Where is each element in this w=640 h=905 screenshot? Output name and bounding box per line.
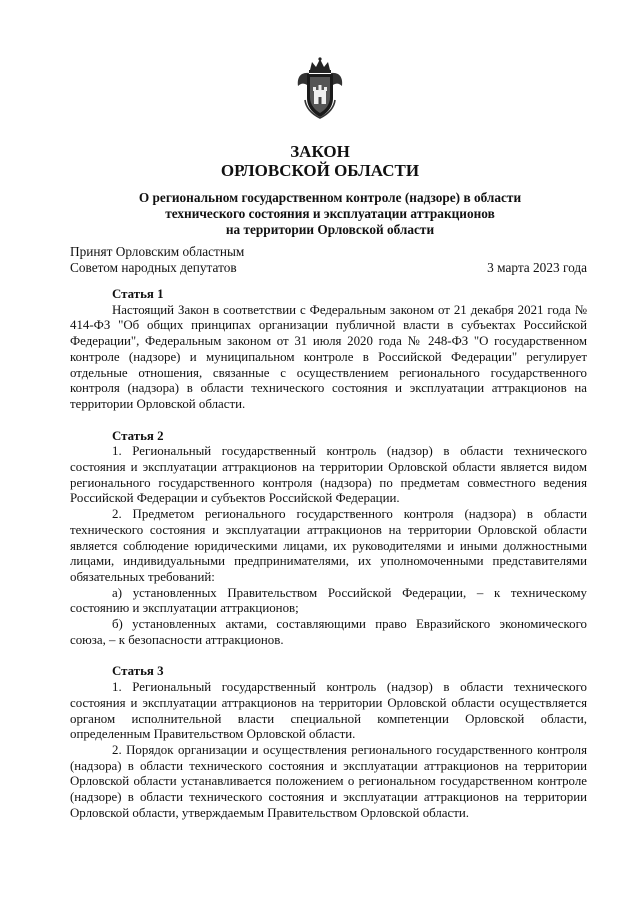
adoption-info	[70, 244, 244, 276]
article-2-paragraph-1: 1. Региональный государственный контроль (надзор) в области технического состояния и эксплуатации аттракционов на территории Орловской области является видом регионального государственного контроля (надзора) по предметам совместного ведения Российской Федерации и субъектов Российской Федерации.	[70, 444, 587, 506]
subtitle-line: О региональном государственном контроле (надзоре) в области	[138, 190, 522, 205]
law-region-title: ОРЛОВСКОЙ ОБЛАСТИ	[220, 161, 420, 180]
article-2-item-a: а) установленных Правительством Российской Федерации, – к техническому состоянию и эксплуатации аттракционов;	[70, 585, 587, 616]
law-subtitle	[70, 190, 590, 239]
article-2-item-b: б) установленных актами, составляющими право Евразийского экономического союза, – к безопасности аттракционов.	[70, 617, 587, 647]
article-1-paragraph: Настоящий Закон в соответствии с Федеральным законом от 21 декабря 2021 года № 414-ФЗ "Об общих принципах организации публичной власти в субъектах Российской Федерации", Федеральным законом от 31 июля 2020 года № 248-ФЗ "О государственном контроле (надзоре) и муниципальном контроле в Российской Федерации" регулирует отдельные отношения, связанные с осуществлением регионального государственного контроля (надзора) в области технического состояния и эксплуатации аттракционов на территории Орловской области.	[70, 302, 587, 411]
article-3-paragraph-2: 2. Порядок организации и осуществления регионального государственного контроля (надзора) в области технического состояния и эксплуатации аттракционов на территории Орловской области устанавливается положением о региональном государственном контроле (надзоре) в области технического состояния и эксплуатации аттракционов на территории Орловской области, утверждаемым Правительством Орловской области.	[70, 742, 587, 820]
article-3-heading: Статья 3	[112, 664, 164, 679]
article-1-heading: Статья 1	[112, 287, 164, 301]
adoption-line: Принят Орловским областным	[70, 244, 245, 259]
article-2-paragraph-2: 2. Предметом регионального государственного контроля (надзора) в области технического состояния и эксплуатации аттракционов на территории Орловской области является соблюдение юридическими лицами, их руководителями и иными должностными лицами, индивидуальными предпринимателями, их уполномоченными представителями обязательных требований:	[70, 507, 587, 584]
law-title: ЗАКОН	[290, 142, 350, 161]
article-3-paragraph-1: 1. Региональный государственный контроль (надзор) в области технического состояния и эксплуатации аттракционов на территории Орловской области осуществляется органом исполнительной власти специальной компетенции Орловской области, определенным Правительством Орловской области.	[70, 680, 587, 742]
adoption-date: 3 марта 2023 года	[487, 260, 587, 275]
coat-of-arms-emblem	[296, 56, 344, 120]
adoption-line: Советом народных депутатов	[70, 260, 237, 276]
article-2-heading: Статья 2	[112, 428, 164, 443]
subtitle-line: технического состояния и эксплуатации аттракционов	[165, 206, 495, 222]
law-body	[70, 287, 587, 822]
subtitle-line: на территории Орловской области	[225, 222, 435, 238]
